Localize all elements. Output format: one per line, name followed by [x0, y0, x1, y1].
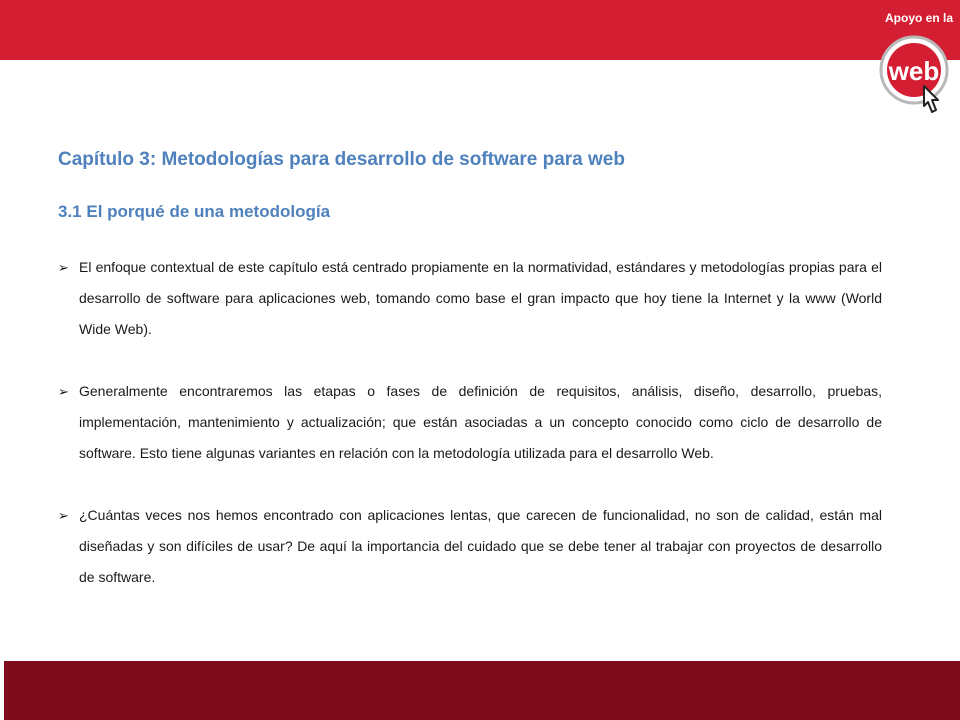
bullet-item [58, 252, 882, 345]
bullet-item [58, 376, 882, 469]
arrow-bullet-icon: ➢ [58, 384, 69, 399]
section-title: 3.1 El porqué de una metodología [58, 202, 331, 221]
footer-bar [4, 661, 960, 720]
logo-caption: Apoyo en la [885, 11, 954, 25]
bullet-text: El enfoque contextual de este capítulo está centrado propiamente en la normatividad, estándares y metodologías propias para el desarrollo de software para aplicaciones web, tomando como base el gran impacto que hoy tiene la Internet y la www (World Wide Web). [79, 259, 882, 337]
bullet-item [58, 500, 882, 593]
arrow-bullet-icon: ➢ [58, 508, 69, 523]
bullet-list [58, 252, 882, 624]
bullet-text: Generalmente encontraremos las etapas o fases de definición de requisitos, análisis, diseño, desarrollo, pruebas, implementación, mantenimiento y actualización; que están asociadas a un concepto conocido como ciclo de desarrollo de software. Esto tiene algunas variantes en relación con la metodología utilizada para el desarrollo Web. [79, 383, 882, 461]
header-bar [0, 0, 960, 60]
chapter-title: Capítulo 3: Metodologías para desarrollo de software para web [58, 149, 625, 170]
arrow-bullet-icon: ➢ [58, 260, 69, 275]
logo-word: web [888, 56, 940, 86]
web-logo-icon [876, 34, 960, 128]
bullet-text: ¿Cuántas veces nos hemos encontrado con aplicaciones lentas, que carecen de funcionalidad, no son de calidad, están mal diseñadas y son difíciles de usar? De aquí la importancia del cuidado que se debe tener al trabajar con proyectos de desarrollo de software. [79, 507, 882, 585]
